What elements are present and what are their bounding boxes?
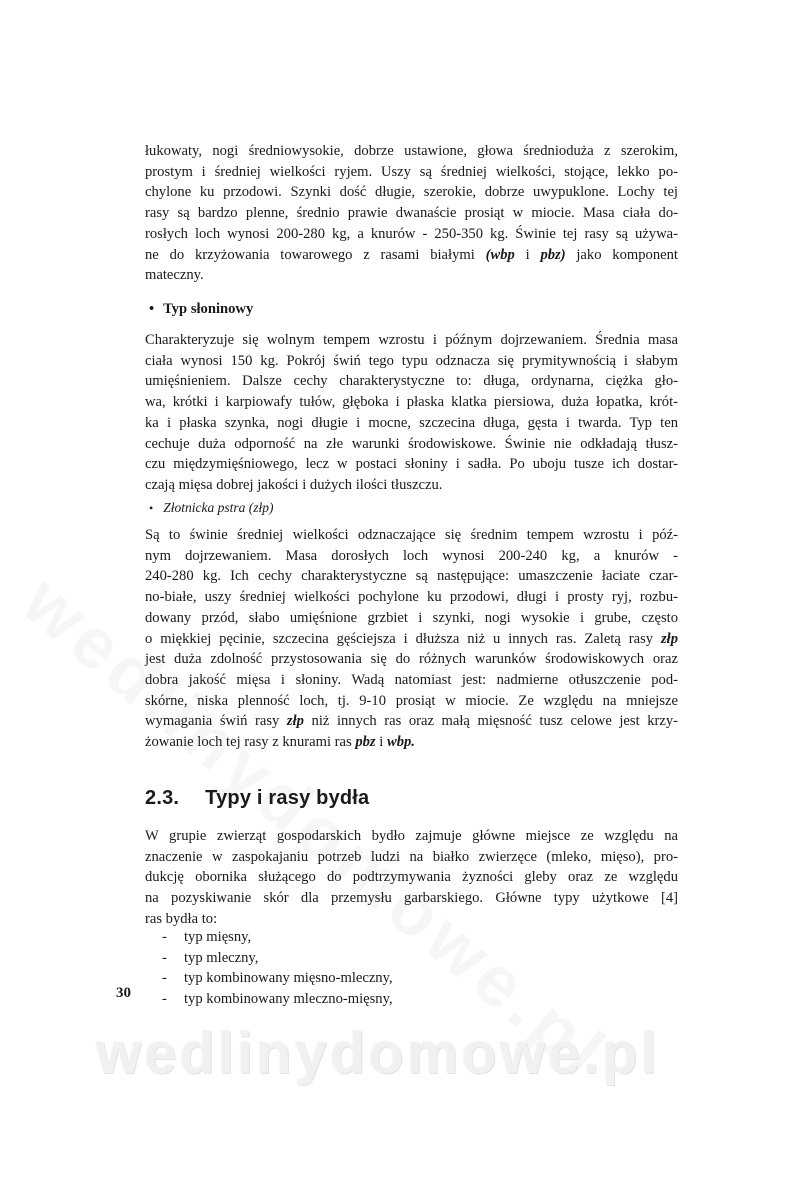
abbr-wbp: wbp. (386, 734, 415, 751)
section-number: 2.3. (145, 787, 180, 809)
footer-watermark: wedlinydomowe.pl (96, 1021, 660, 1086)
paragraph-4 (145, 826, 678, 930)
abbr-pbz: pbz (355, 734, 376, 751)
text-line: nym dojrzewaniem. Masa dorosłych loch wynosi 200-240 kg, a knurów - (145, 547, 678, 564)
text-line: ciała wynosi 150 kg. Pokrój świń tego typu odznacza się prymitywnością i słabym (145, 352, 678, 369)
list-item: - typ kombinowany mleczno-mięsny, (162, 990, 393, 1007)
text-line: łukowaty, nogi średniowysokie, dobrze ustawione, głowa średnioduża z szerokim, (145, 143, 678, 159)
text-line: rasy są bardzo plenne, średnio prawie dwanaście prosiąt w miocie. Masa ciała do- (145, 205, 678, 222)
text-line: na pozyskiwanie skór dla przemysłu garbarskiego. Główne typy użytkowe [4] (145, 890, 678, 907)
abbr-pbz: pbz) (540, 246, 566, 263)
text-line: ka i płaska szynka, nogi długie i mocne, szczecina długa, gęsta i twarda. Typ ten (145, 414, 678, 431)
bullet-icon: • (149, 301, 155, 317)
page-number: 30 (116, 985, 131, 1001)
text-line: dowany przód, słabo umięśnione grzbiet i szynki, nogi wysokie i grube, często (145, 609, 678, 626)
text-line: dukcję obornika służącego do podtrzymywania żyzności gleby oraz ze względu (145, 869, 678, 886)
text-line-mixed: wymagania świń rasy złp niż innych ras oraz małą mięsność tusz celowe jest krzy- (145, 713, 679, 730)
section-title (145, 787, 369, 810)
text-line: no-białe, uszy średniej wielkości pochylone ku przodowi, długi i prosty ryj, rozbu- (145, 589, 678, 606)
list-item: - typ mleczny, (162, 949, 259, 966)
text-line: dobra jakość mięsa i słoniny. Wadą natomiast jest: nadmierne otłuszczenie pod- (145, 671, 678, 688)
abbr-zlp: złp (660, 630, 678, 647)
text-line: znaczenie w zaspokajaniu potrzeb ludzi na białko zwierzęce (mleko, mięso), pro- (145, 848, 678, 865)
text-line: Charakteryzuje się wolnym tempem wzrostu i późnym dojrzewaniem. Średnia masa (145, 332, 678, 348)
bullet-icon: • (149, 501, 154, 515)
text-line: ras bydła to: (145, 910, 218, 927)
text-line: 240-280 kg. Ich cechy charakterystyczne są następujące: umaszczenie łaciate czar- (145, 568, 678, 585)
abbr-zlp: złp (286, 713, 304, 730)
text-line: jest duża zdolność przystosowania się do różnych warunków środowiskowych oraz (145, 651, 678, 668)
text-line: czu międzymięśniowego, lecz w postaci słoniny i sadła. Po uboju tusze ich dostar- (145, 456, 678, 473)
text-line: mateczny. (145, 267, 204, 284)
text-line: czają mięsa dobrej jakości i dużych ilości tłuszczu. (145, 476, 443, 493)
text-line: cechuje duża odporność na złe warunki środowiskowe. Świnie nie odkładają tłusz- (145, 435, 678, 452)
text-line-mixed: ne do krzyżowania towarowego z rasami białymi (wbp i pbz) jako komponent (145, 246, 678, 263)
paragraph-1 (145, 141, 678, 286)
text-line-mixed: żowanie loch tej rasy z knurami ras pbz i wbp. (145, 734, 415, 751)
list-item: - typ kombinowany mięsno-mleczny, (162, 970, 393, 986)
text-line: Są to świnie średniej wielkości odznaczające się średnim tempem wzrostu i póź- (145, 527, 678, 543)
subsection-heading-typ-sloninowy: • Typ słoninowy (149, 301, 254, 317)
paragraph-3 (145, 525, 678, 753)
text-line: wa, krótki i karpiowafy tułów, głęboka i płaska klatka piersiowa, duża łopatka, krót- (145, 394, 678, 411)
text-line-mixed: o miękkiej pęcinie, szczecina gęściejsza i dłuższa niż u innych ras. Zaletą rasy złp (145, 630, 678, 647)
text-line: skórne, niska plenność loch, tj. 9-10 prosiąt w miocie. Ze względu na mniejsze (145, 692, 678, 709)
abbr-wbp: (wbp (485, 246, 515, 263)
cattle-types-list (162, 927, 393, 1009)
breed-heading-zlotnicka-pstra: • Złotnicka pstra (złp) (149, 500, 274, 515)
text-line: chylone ku przodowi. Szynki dość długie, szerokie, dobrze uwypuklone. Lochy tej (145, 184, 678, 201)
text-line: umięśnieniem. Dalsze cechy charakterystyczne to: długa, ordynarna, ciężka gło- (145, 373, 678, 390)
section-title-text: Typy i rasy bydła (205, 787, 370, 809)
text-line: rosłych loch wynosi 200-280 kg, a knurów - 250-350 kg. Świnie tej rasy są używa- (145, 225, 678, 242)
paragraph-2 (145, 330, 678, 496)
text-line: W grupie zwierząt gospodarskich bydło zajmuje główne miejsce ze względu na (145, 828, 678, 844)
list-item: - typ mięsny, (162, 929, 252, 945)
text-line: prostym i średniej wielkości ryjem. Uszy są średniej wielkości, stojące, lekko po- (145, 163, 678, 180)
